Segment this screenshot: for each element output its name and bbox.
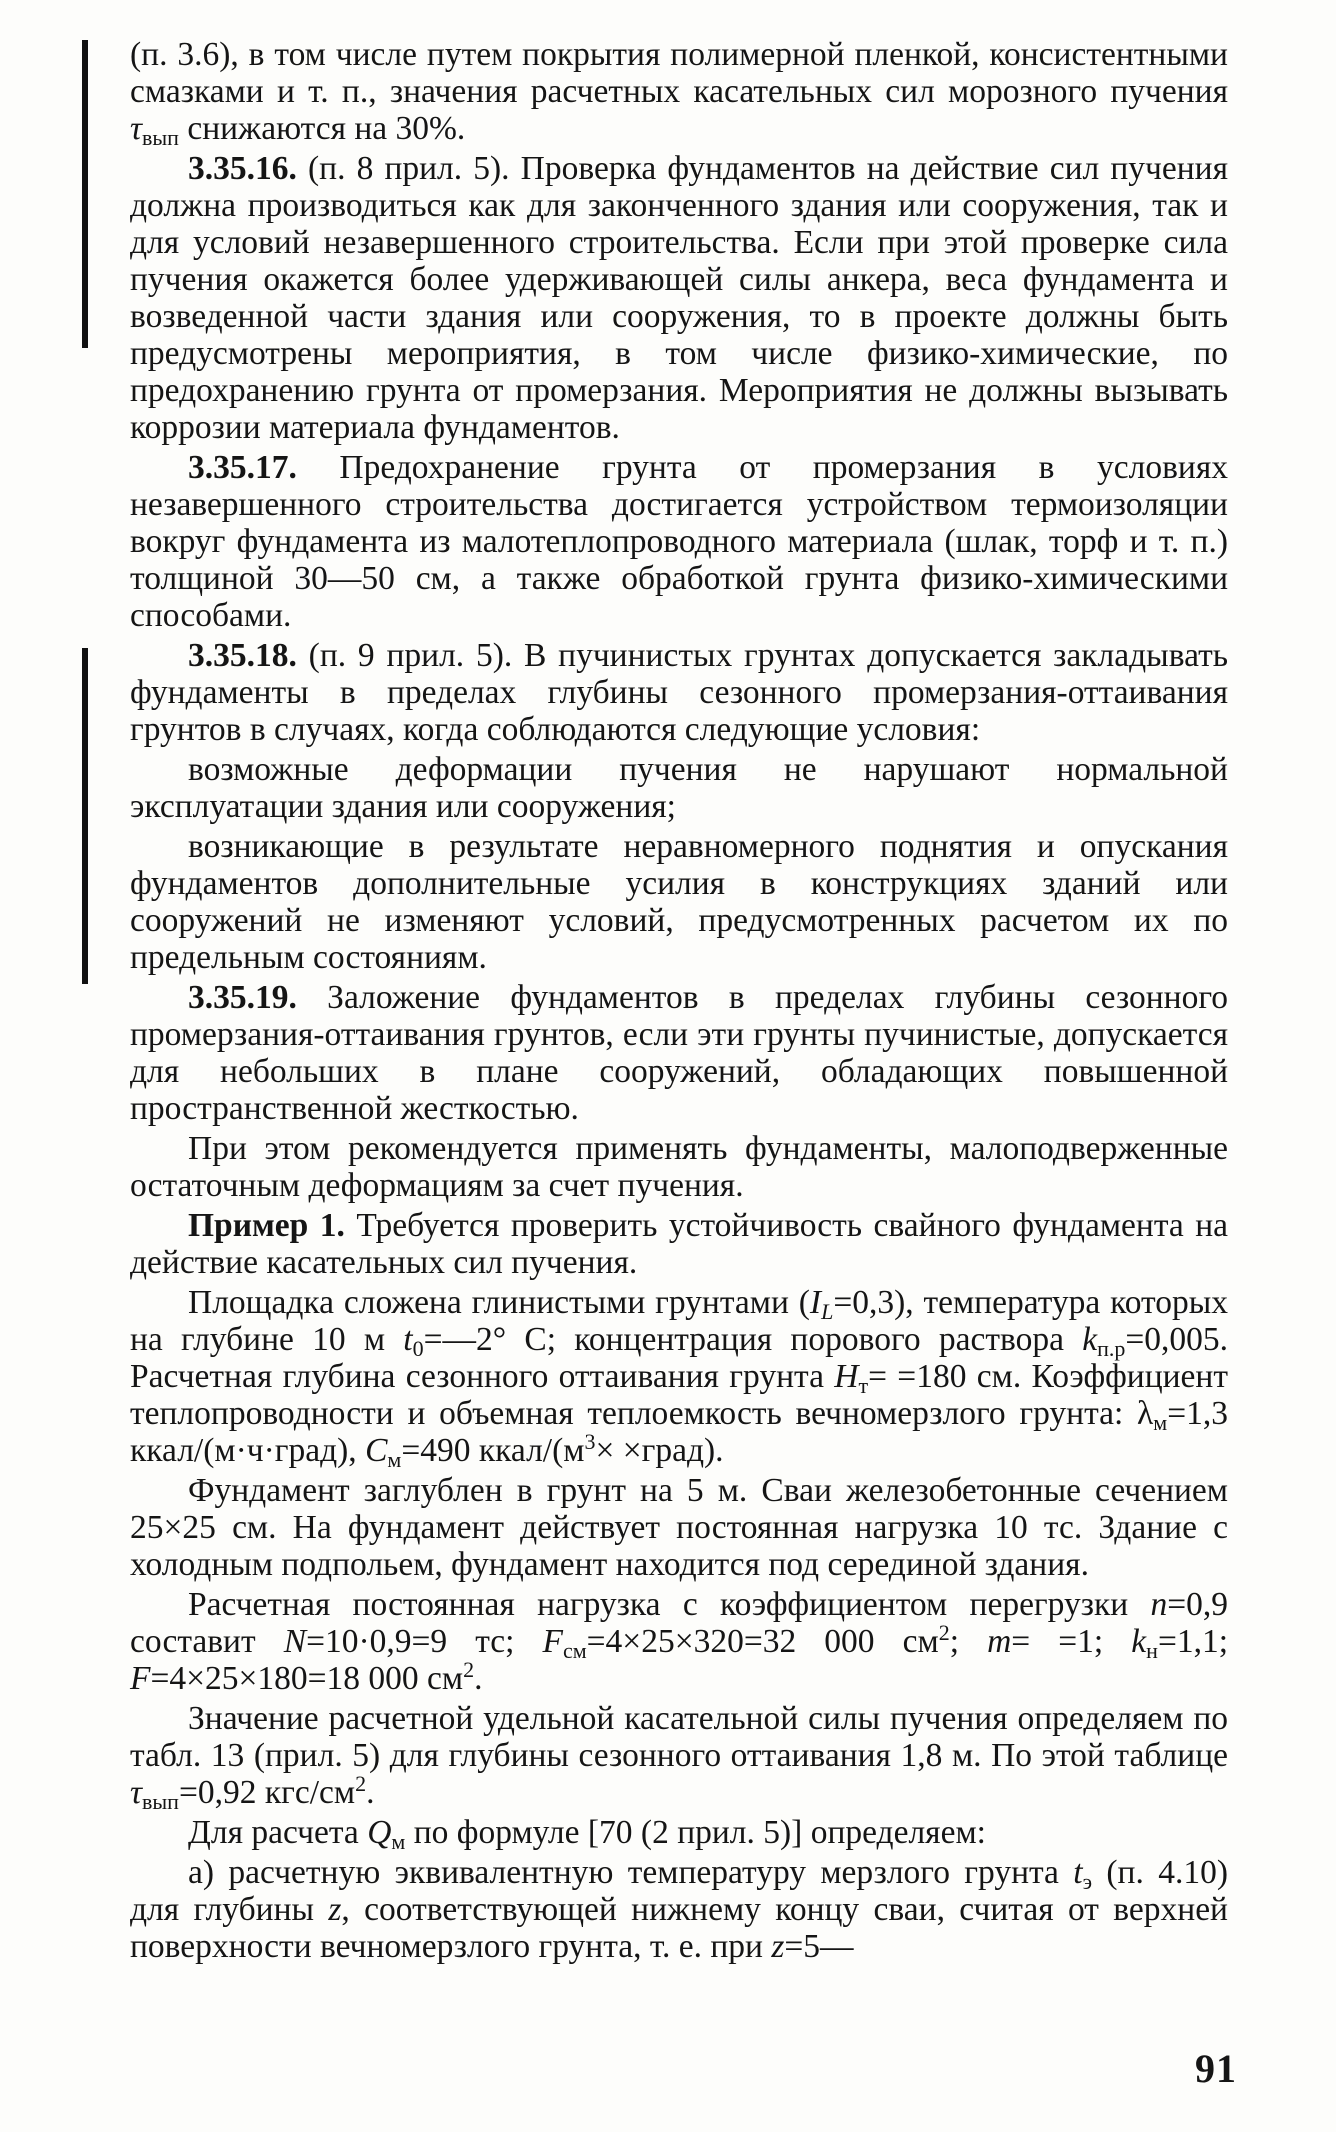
paragraph-p-site: Площадка сложена глинистыми грунтами $(I_L=0,3)$, температура которых на глубине 10 м $t_0=—2^\circ$ С; концентрация порового раствора $k_{п.р}=0,005$. Расчетная глубина сезонного оттаивания грунта $H_т= =180$ см. Коэффициент теплопроводности и объемная теплоемкость вечномерзлого грунта: $\lambda_м=1,3$ ккал/(м·ч·град), $C_м=490$ ккал/($м^3\times$ ×град).	[130, 1284, 1228, 1472]
paragraph-p-3-35-19: 3.35.19. Заложение фундаментов в пределах глубины сезонного промерзания-оттаивания грунтов, если эти грунты пучинистые, допускается для небольших в плане сооружений, обладающих повышенной пространственной жесткостью.	[130, 979, 1228, 1127]
paragraph-p-3-35-18: 3.35.18. (п. 9 прил. 5). В пучинистых грунтах допускается закладывать фундаменты в пределах глубины сезонного промерзания-оттаивания грунтов в случаях, когда соблюдаются следующие условия:	[130, 637, 1228, 748]
paragraph-p-item-a: а) расчетную эквивалентную температуру мерзлого грунта $t_э$ (п. 4.10) для глубины z, соответствующей нижнему концу сваи, считая от верхней поверхности вечномерзлого грунта, т. е. при z=5—	[130, 1854, 1228, 1965]
document-page	[130, 36, 1228, 1968]
margin-bar-1	[82, 40, 88, 348]
paragraph-p-example: Пример 1. Требуется проверить устойчивость свайного фундамента на действие касательных сил пучения.	[130, 1207, 1228, 1281]
margin-bar-2	[82, 648, 88, 984]
paragraph-p-load: Расчетная постоянная нагрузка с коэффициентом перегрузки n=0,9 составит N=10·0,9=9 тс; $F_{см}=4\times 25\times 320=32$ 000 $см^2$; m= =1; $k_н=1,1$; F=4×25×180=18 000 $см^2$.	[130, 1586, 1229, 1697]
paragraph-p-3-35-16: 3.35.16. (п. 8 прил. 5). Проверка фундаментов на действие сил пучения должна производиться как для законченного здания или сооружения, так и для условий незавершенного строительства. Если при этой проверке сила пучения окажется более удерживающей силы анкера, веса фундамента и возведенной части здания или сооружения, то в проекте должны быть предусмотрены мероприятия, в том числе физико-химические, по предохранению грунта от промерзания. Мероприятия не должны вызывать коррозии материала фундаментов.	[130, 150, 1228, 446]
page-number: 91	[1195, 2046, 1237, 2091]
paragraph-p-calc: Для расчета $Q_м$ по формуле [70 (2 прил. 5)] определяем:	[188, 1814, 986, 1854]
paragraph-p-recommend: При этом рекомендуется применять фундаменты, малоподверженные остаточным деформациям за счет пучения.	[130, 1130, 1228, 1204]
paragraph-p-3-35-17: 3.35.17. Предохранение грунта от промерзания в условиях незавершенного строительства достигается устройством термоизоляции вокруг фундамента из малотеплопроводного материала (шлак, торф и т. п.) толщиной 30—50 см, а также обработкой грунта физико-химическими способами.	[130, 449, 1228, 634]
paragraph-p-value: Значение расчетной удельной касательной силы пучения определяем по табл. 13 (прил. 5) для глубины сезонного оттаивания 1,8 м. По этой таблице $\tau_{вып}=0,92$ кгс/$см^2$.	[130, 1700, 1228, 1814]
paragraph-p-cond-2: возникающие в результате неравномерного поднятия и опускания фундаментов дополнительные усилия в конструкциях зданий или сооружений не изменяют условий, предусмотренных расчетом их по предельным состояниям.	[130, 828, 1228, 976]
paragraph-p-cond-1: возможные деформации пучения не нарушают нормальной эксплуатации здания или сооружения;	[130, 751, 1228, 825]
paragraph-p-cont: (п. 3.6), в том числе путем покрытия полимерной пленкой, консистентными смазками и т. п., значения расчетных касательных сил морозного пучения $\tau_{вып}$ снижаются на 30%.	[130, 36, 1228, 150]
paragraph-p-foundation: Фундамент заглублен в грунт на 5 м. Сваи железобетонные сечением 25×25 см. На фундамент действует постоянная нагрузка 10 тс. Здание с холодным подпольем, фундамент находится под серединой здания.	[130, 1472, 1228, 1583]
